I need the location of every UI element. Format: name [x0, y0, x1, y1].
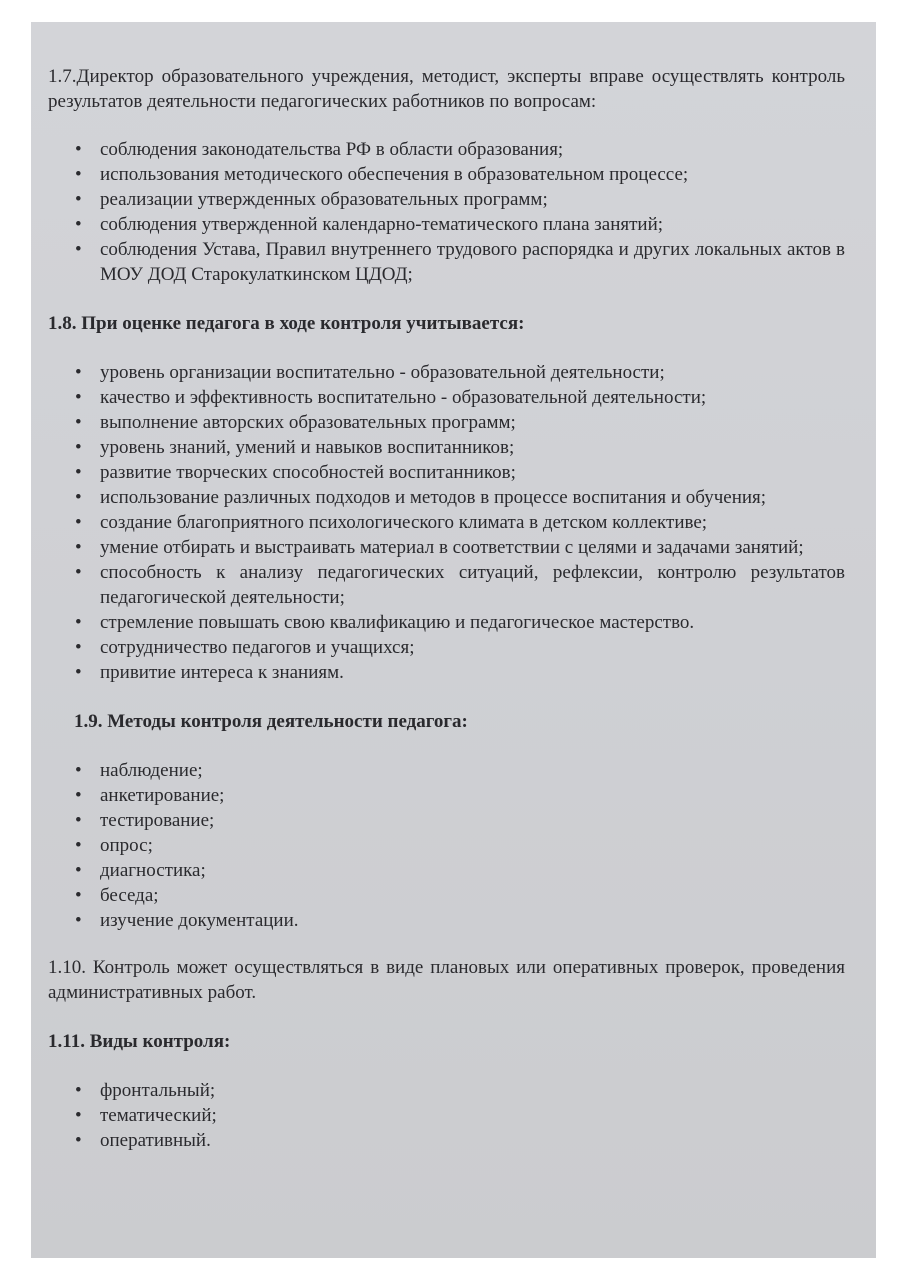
list-item: • стремление повышать свою квалификацию и педагогическое мастерство.: [48, 610, 845, 635]
list-1-9: [48, 758, 845, 933]
list-item: • оперативный.: [48, 1128, 845, 1153]
list-item: • создание благоприятного психологического климата в детском коллективе;: [48, 510, 845, 535]
list-item: • уровень организации воспитательно - образовательной деятельности;: [48, 360, 845, 385]
list-item: • опрос;: [48, 833, 845, 858]
list-item: • реализации утвержденных образовательных программ;: [48, 187, 845, 212]
list-item: • сотрудничество педагогов и учащихся;: [48, 635, 845, 660]
list-1-7: [48, 137, 845, 287]
list-item: • фронтальный;: [48, 1078, 845, 1103]
list-1-11: [48, 1078, 845, 1153]
list-item: • тестирование;: [48, 808, 845, 833]
list-item: • соблюдения Устава, Правил внутреннего трудового распорядка и других локальных актов в МОУ ДОД Старокулаткинском ЦДОД;: [48, 237, 845, 287]
heading-1-8: 1.8. При оценке педагога в ходе контроля учитывается:: [48, 313, 525, 334]
list-item: • наблюдение;: [48, 758, 845, 783]
list-item: • тематический;: [48, 1103, 845, 1128]
list-item: • анкетирование;: [48, 783, 845, 808]
list-item: • использования методического обеспечения в образовательном процессе;: [48, 162, 845, 187]
list-item: • уровень знаний, умений и навыков воспитанников;: [48, 435, 845, 460]
paragraph-1-7: 1.7.Директор образовательного учреждения, методист, эксперты вправе осуществлять контроль результатов деятельности педагогических работников по вопросам:: [48, 66, 845, 112]
list-item: • привитие интереса к знаниям.: [48, 660, 845, 685]
document-body: [48, 64, 845, 1153]
list-item: • качество и эффективность воспитательно - образовательной деятельности;: [48, 385, 845, 410]
list-item: • изучение документации.: [48, 908, 845, 933]
list-item: • способность к анализу педагогических ситуаций, рефлексии, контролю результатов педагогической деятельности;: [48, 560, 845, 610]
heading-1-11: 1.11. Виды контроля:: [48, 1031, 231, 1052]
list-1-8: [48, 360, 845, 685]
paragraph-1-10: 1.10. Контроль может осуществляться в виде плановых или оперативных проверок, проведения административных работ.: [48, 957, 845, 1003]
list-item: • соблюдения законодательства РФ в области образования;: [48, 137, 845, 162]
heading-1-9: 1.9. Методы контроля деятельности педагога:: [74, 711, 468, 732]
list-item: • использование различных подходов и методов в процессе воспитания и обучения;: [48, 485, 845, 510]
list-item: • умение отбирать и выстраивать материал в соответствии с целями и задачами занятий;: [48, 535, 845, 560]
list-item: • диагностика;: [48, 858, 845, 883]
document-page: [31, 22, 876, 1258]
list-item: • беседа;: [48, 883, 845, 908]
list-item: • соблюдения утвержденной календарно-тематического плана занятий;: [48, 212, 845, 237]
list-item: • развитие творческих способностей воспитанников;: [48, 460, 845, 485]
list-item: • выполнение авторских образовательных программ;: [48, 410, 845, 435]
